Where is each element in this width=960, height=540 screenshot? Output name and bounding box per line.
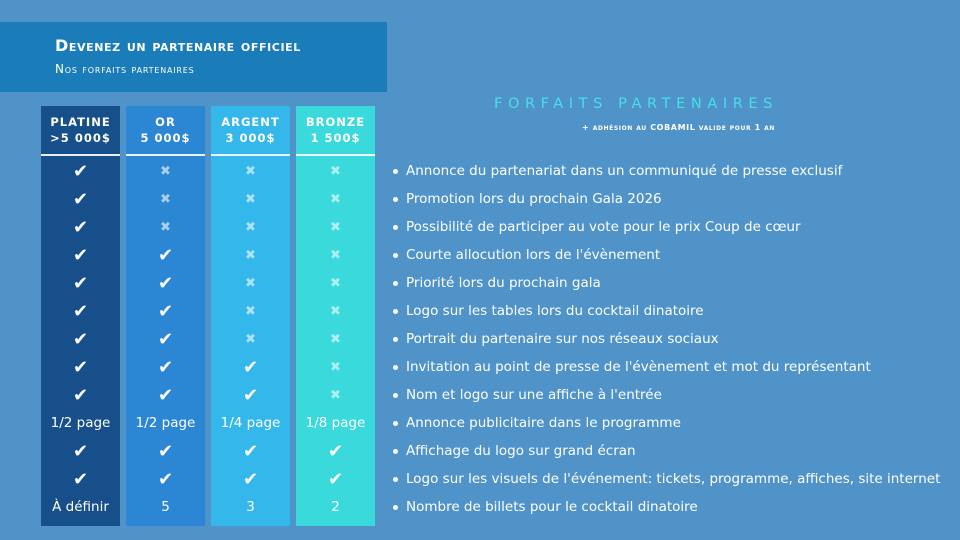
tier-column-argent [211, 106, 290, 526]
bullet-icon [393, 225, 398, 230]
tier-name: ARGENT [221, 115, 280, 129]
tier-divider [126, 154, 205, 156]
cross-icon: ✖ [330, 219, 341, 235]
tier-column-or [126, 106, 205, 526]
bullet-icon [393, 365, 398, 370]
check-icon: ✔ [72, 440, 89, 462]
feature-label: Possibilité de participer au vote pour le prix Coup de cœur [406, 219, 801, 235]
check-icon: ✔ [157, 244, 174, 266]
feature-item [393, 297, 704, 325]
tier-cell-value: 1/2 page [135, 415, 196, 431]
bullet-icon [393, 309, 398, 314]
feature-item [393, 269, 601, 297]
tier-divider [41, 154, 120, 156]
check-icon: ✔ [327, 468, 344, 490]
feature-label: Courte allocution lors de l'évènement [406, 247, 661, 263]
check-icon: ✔ [72, 188, 89, 210]
feature-label: Invitation au point de presse de l'évènement et mot du représentant [406, 359, 871, 375]
feature-label: Logo sur les visuels de l'événement: tickets, programme, affiches, site internet [406, 471, 941, 487]
bullet-icon [393, 281, 398, 286]
cross-icon: ✖ [160, 163, 171, 179]
tier-price: 3 000$ [225, 131, 276, 145]
tier-name: PLATINE [50, 115, 111, 129]
tier-column-bronze [296, 106, 375, 526]
feature-item [393, 353, 871, 381]
feature-label: Affichage du logo sur grand écran [406, 443, 636, 459]
cross-icon: ✖ [330, 387, 341, 403]
bullet-icon [393, 337, 398, 342]
cross-icon: ✖ [245, 163, 256, 179]
check-icon: ✔ [72, 328, 89, 350]
tier-header [296, 106, 375, 154]
tier-name: OR [155, 115, 176, 129]
cross-icon: ✖ [330, 191, 341, 207]
bullet-icon [393, 449, 398, 454]
bullet-icon [393, 505, 398, 510]
cross-icon: ✖ [330, 359, 341, 375]
cross-icon: ✖ [245, 275, 256, 291]
cross-icon: ✖ [245, 247, 256, 263]
cross-icon: ✖ [245, 219, 256, 235]
check-icon: ✔ [157, 300, 174, 322]
feature-label: Portrait du partenaire sur nos réseaux sociaux [406, 331, 719, 347]
tier-price: 5 000$ [140, 131, 191, 145]
cross-icon: ✖ [330, 275, 341, 291]
feature-item [393, 381, 662, 409]
check-icon: ✔ [72, 300, 89, 322]
tier-cell-value: 1/8 page [305, 415, 366, 431]
check-icon: ✔ [157, 356, 174, 378]
feature-label: Logo sur les tables lors du cocktail dinatoire [406, 303, 704, 319]
feature-label: Nombre de billets pour le cocktail dinatoire [406, 499, 698, 515]
cross-icon: ✖ [330, 331, 341, 347]
section-title: FORFAITS PARTENAIRES [494, 96, 778, 112]
check-icon: ✔ [157, 384, 174, 406]
section-subtitle: + adhésion au COBAMIL valide pour 1 an [582, 123, 775, 132]
tier-name: BRONZE [305, 115, 366, 129]
page-title: Devenez un partenaire officiel [55, 36, 301, 55]
tier-cell-value: 1/4 page [220, 415, 281, 431]
cross-icon: ✖ [245, 191, 256, 207]
cross-icon: ✖ [245, 303, 256, 319]
tier-header [126, 106, 205, 154]
feature-item [393, 157, 842, 185]
bullet-icon [393, 197, 398, 202]
feature-item [393, 493, 698, 521]
tier-divider [296, 154, 375, 156]
feature-item [393, 185, 662, 213]
feature-label: Promotion lors du prochain Gala 2026 [406, 191, 662, 207]
tier-cell-value: 2 [331, 499, 340, 515]
feature-item [393, 465, 940, 493]
bullet-icon [393, 477, 398, 482]
feature-item [393, 213, 801, 241]
check-icon: ✔ [72, 468, 89, 490]
tier-column-platine [41, 106, 120, 526]
feature-label: Nom et logo sur une affiche à l'entrée [406, 387, 662, 403]
check-icon: ✔ [72, 272, 89, 294]
bullet-icon [393, 421, 398, 426]
check-icon: ✔ [72, 384, 89, 406]
tier-cell-value: 3 [246, 499, 255, 515]
check-icon: ✔ [242, 384, 259, 406]
tier-header [211, 106, 290, 154]
tier-price: >5 000$ [50, 131, 111, 145]
cross-icon: ✖ [330, 247, 341, 263]
cross-icon: ✖ [160, 191, 171, 207]
feature-item [393, 325, 719, 353]
cross-icon: ✖ [330, 303, 341, 319]
feature-label: Priorité lors du prochain gala [406, 275, 601, 291]
tier-header [41, 106, 120, 154]
feature-item [393, 241, 660, 269]
check-icon: ✔ [72, 244, 89, 266]
bullet-icon [393, 169, 398, 174]
cross-icon: ✖ [160, 219, 171, 235]
tier-cell-value: À définir [52, 499, 109, 515]
check-icon: ✔ [157, 468, 174, 490]
header-box [0, 22, 387, 92]
page-subtitle: Nos forfaits partenaires [55, 62, 195, 76]
check-icon: ✔ [72, 356, 89, 378]
cross-icon: ✖ [330, 163, 341, 179]
cross-icon: ✖ [245, 331, 256, 347]
check-icon: ✔ [242, 440, 259, 462]
tier-cell-value: 5 [161, 499, 170, 515]
check-icon: ✔ [157, 440, 174, 462]
feature-item [393, 409, 681, 437]
check-icon: ✔ [242, 356, 259, 378]
tier-divider [211, 154, 290, 156]
tier-price: 1 500$ [310, 131, 361, 145]
check-icon: ✔ [157, 328, 174, 350]
feature-label: Annonce du partenariat dans un communiqué de presse exclusif [406, 163, 843, 179]
bullet-icon [393, 253, 398, 258]
check-icon: ✔ [327, 440, 344, 462]
feature-item [393, 437, 636, 465]
tier-cell-value: 1/2 page [50, 415, 111, 431]
check-icon: ✔ [242, 468, 259, 490]
bullet-icon [393, 393, 398, 398]
feature-label: Annonce publicitaire dans le programme [406, 415, 681, 431]
check-icon: ✔ [157, 272, 174, 294]
check-icon: ✔ [72, 216, 89, 238]
check-icon: ✔ [72, 160, 89, 182]
